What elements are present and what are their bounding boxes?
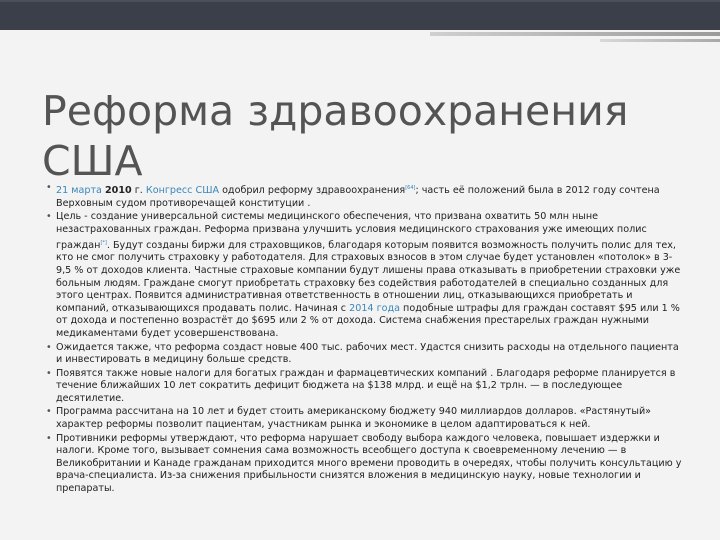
text: . Будут созданы биржи для страховщиков, благодаря которым появится возможность получить полис для тех, кто не смог получить страховку у работодателя. Для страховых взносов в этом случае будет установлен «потолок» в 3-9,5 % от доходов клиента. Частные страховые компании будут лишены права отказывать в приобретении страховки уже больным людям. Граждане смогут приобретать страховку без содействия работодателей в специально созданных для этого центрах. Появится административная ответственность в отношении лиц, отказывающихся приобретать и компаний, отказывающихся продавать полис. Начиная с bbox=[56, 239, 681, 314]
top-bar-accent bbox=[0, 0, 720, 2]
bullet-item: • Противники реформы утверждают, что реформа нарушает свободу выбора каждого человека, повышает издержки и налоги. Кроме того, вызывает сомнения сама возможность всеобщего доступа к своевременному лечению — в Великобритании и Канаде гражданам приходится много времени проводить в очередях, чтобы получить консультацию у врача-специалиста. Из-за снижения прибыльности снизятся вложения в медицинскую науку, новые технологии и препараты. bbox=[46, 433, 686, 496]
text: ; часть её положений была в 2012 году сочтена Верховным судом противоречащей конституции . bbox=[56, 185, 660, 209]
text: г. bbox=[131, 185, 146, 197]
slide-title: Реформа здравоохранения США bbox=[42, 87, 629, 185]
year-link[interactable]: 2014 года bbox=[349, 302, 400, 314]
bullet-item: • Ожидается также, что реформа создаст новые 400 тыс. рабочих мест. Удастся снизить расходы на отдельного пациента и инвестировать в медицину больше средств. bbox=[46, 342, 686, 367]
text: подобные штрафы для граждан составят $95 или 1 % от дохода и постепенно возрастёт до $695 или 2 % от дохода. Система снабжения престарелых граждан нужными медикаментами будет усовершенствована. bbox=[56, 302, 680, 339]
bullet-item: • Программа рассчитана на 10 лет и будет стоить американскому бюджету 940 миллиардов долларов. «Растянутый» характер реформы позволит пациентам, участникам рынка и экономике в целом адаптироваться к ней. bbox=[46, 406, 686, 431]
slide-content bbox=[46, 182, 686, 497]
text: Цель - создание универсальной системы медицинского обеспечения, что призвана охватить 50 млн ныне незастрахованных граждан. Реформа призвана улучшить условия медицинского страхования уже имеющих полис граждан bbox=[56, 211, 647, 251]
year-text: 2010 bbox=[105, 185, 132, 197]
footnote-link[interactable]: [*] bbox=[100, 239, 107, 246]
date-link[interactable]: 21 марта bbox=[56, 185, 102, 197]
bullet-item: • Появятся также новые налоги для богатых граждан и фармацевтических компаний . Благодаря реформе планируется в течение ближайших 10 лет сократить дефицит бюджета на $138 млрд. и ещё на $1,2 трлн. — в последующее десятилетие. bbox=[46, 368, 686, 406]
bullet-item bbox=[46, 182, 686, 210]
decorative-line-short bbox=[600, 39, 720, 42]
text: одобрил реформу здравоохранения bbox=[219, 185, 406, 197]
bullet-item bbox=[46, 211, 686, 340]
decorative-line bbox=[430, 32, 720, 36]
top-bar bbox=[0, 0, 720, 30]
congress-link[interactable]: Конгресс США bbox=[145, 185, 220, 197]
footnote-link[interactable]: [64] bbox=[405, 185, 416, 191]
